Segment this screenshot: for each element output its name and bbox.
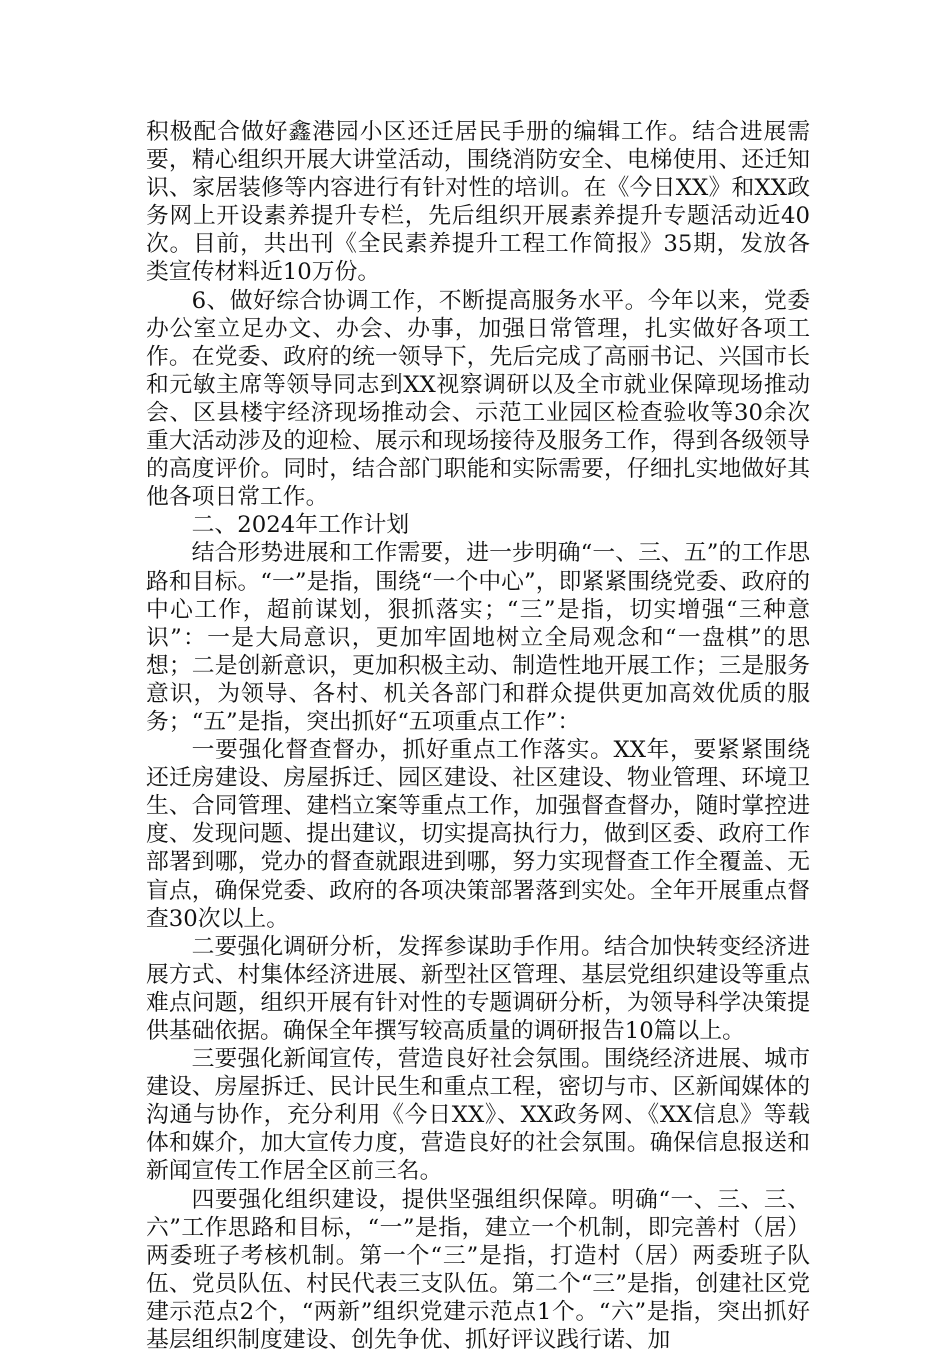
paragraph-coordination-work: 6、做好综合协调工作，不断提高服务水平。今年以来，党委办公室立足办文、办会、办事，加强日常管理，扎实做好各项工作。在党委、政府的统一领导下，先后完成了高丽书记、兴国市长和元敏主席等领导同志到XX视察调研以及全市就业保障现场推动会、区县楼宇经济现场推动会、示范工业园区检查验收等30余次重大活动涉及的迎检、展示和现场接待及服务工作，得到各级领导的高度评价。同时，结合部门职能和实际需要，仔细扎实地做好其他各项日常工作。 bbox=[146, 287, 810, 511]
paragraph-research: 二要强化调研分析，发挥参谋助手作用。结合加快转变经济进展方式、村集体经济进展、新型社区管理、基层党组织建设等重点难点问题，组织开展有针对性的专题调研分析，为领导科学决策提供基础依据。确保全年撰写较高质量的调研报告10篇以上。 bbox=[146, 933, 810, 1044]
paragraph-resident-handbook: 积极配合做好鑫港园小区还迁居民手册的编辑工作。结合进展需要，精心组织开展大讲堂活动，围绕消防安全、电梯使用、还迁知识、家居装修等内容进行有针对性的培训。在《今日XX》和XX政务网上开设素养提升专栏，先后组织开展素养提升专题活动近40次。目前，共出刊《全民素养提升工程工作简报》35期，发放各类宣传材料近10万份。 bbox=[146, 119, 810, 286]
paragraph-supervision: 一要强化督查督办，抓好重点工作落实。XX年，要紧紧围绕还迁房建设、房屋拆迁、园区建设、社区建设、物业管理、环境卫生、合同管理、建档立案等重点工作，加强督查督办，随时掌控进度、发现问题、提出建议，切实提高执行力，做到区委、政府工作部署到哪，党办的督查就跟进到哪，努力实现督查工作全覆盖、无盲点，确保党委、政府的各项决策部署落到实处。全年开展重点督查30次以上。 bbox=[146, 737, 810, 932]
paragraph-publicity: 三要强化新闻宣传，营造良好社会氛围。围绕经济进展、城市建设、房屋拆迁、民计民生和重点工程，密切与市、区新闻媒体的沟通与协作，充分利用《今日XX》、XX政务网、《XX信息》等载体和媒介，加大宣传力度，营造良好的社会氛围。确保信息报送和新闻宣传工作居全区前三名。 bbox=[146, 1046, 810, 1185]
paragraph-work-ideas: 结合形势进展和工作需要，进一步明确“一、三、五”的工作思路和目标。“一”是指，围绕“一个中心”，即紧紧围绕党委、政府的中心工作，超前谋划，狠抓落实；“三”是指，切实增强“三种意识”：一是大局意识，更加牢固地树立全局观念和“一盘棋”的思想；二是创新意识，更加积极主动、制造性地开展工作；三是服务意识，为领导、各村、机关各部门和群众提供更加高效优质的服务；“五”是指，突出抓好“五项重点工作”： bbox=[146, 540, 810, 735]
document-page bbox=[146, 118, 810, 1354]
section-heading-work-plan: 二、2024年工作计划 bbox=[191, 512, 410, 539]
paragraph-organization: 四要强化组织建设，提供坚强组织保障。明确“一、三、三、六”工作思路和目标，“一”是指，建立一个机制，即完善村（居）两委班子考核机制。第一个“三”是指，打造村（居）两委班子队伍、党员队伍、村民代表三支队伍。第二个“三”是指，创建社区党建示范点2个，“两新”组织党建示范点1个。“六”是指，突出抓好基层组织制度建设、创先争优、抓好评议践行诺、加 bbox=[146, 1186, 810, 1354]
